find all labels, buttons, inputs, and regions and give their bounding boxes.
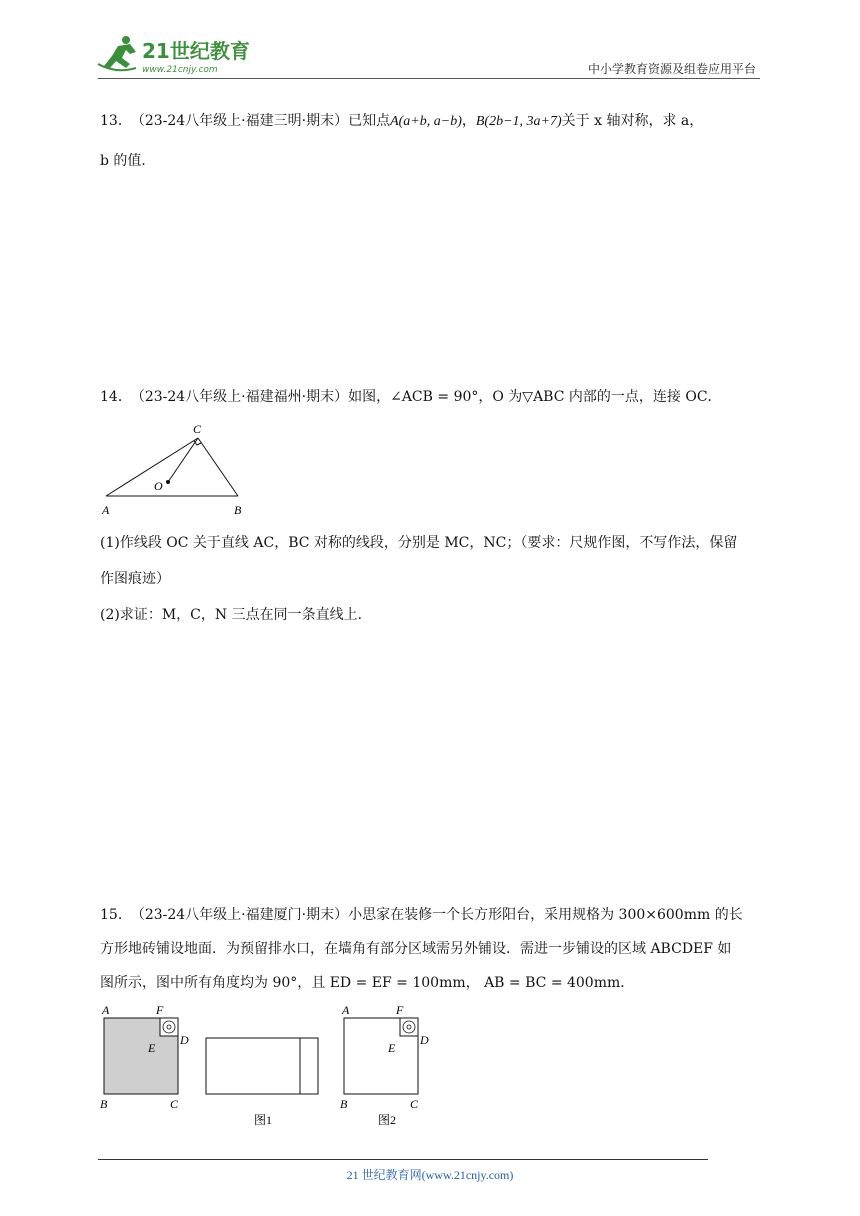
page-header [0, 0, 860, 80]
label-b: B [234, 503, 242, 517]
question-source: （23-24八年级上·福建福州·期末） [137, 389, 349, 405]
question-text: 小思家在装修一个长方形阳台，采用规格为 300×600mm 的长 [348, 907, 743, 923]
header-platform-text: 中小学教育资源及组卷应用平台 [587, 62, 756, 76]
question-text-3: 图所示，图中所有角度均为 90°，且 ED = EF = 100mm， AB = BC = 400mm． [100, 975, 635, 991]
label-f-right: F [396, 1003, 404, 1017]
question-14-part1 [100, 526, 772, 560]
question-number: 14． [100, 389, 132, 405]
question-15-line2 [100, 932, 772, 966]
question-number: 13． [100, 113, 132, 129]
label-b-left: B [100, 1097, 108, 1111]
question-13 [100, 104, 772, 139]
question-source: （23-24八年级上·福建厦门·期末） [137, 907, 349, 923]
label-c-left: C [170, 1097, 179, 1111]
label-c: C [193, 422, 202, 436]
caption-figure-2: 图2 [378, 1113, 397, 1127]
header-divider [98, 78, 760, 79]
logo-text: 21世纪教育 [142, 39, 250, 63]
label-a-right: A [342, 1003, 350, 1017]
region-abcdef-shaded [100, 1003, 189, 1111]
footer-divider [98, 1159, 708, 1160]
question-14 [100, 380, 772, 414]
question-source: （23-24八年级上·福建三明·期末） [137, 113, 349, 129]
label-a: A [102, 503, 110, 517]
label-c-right: C [410, 1097, 419, 1111]
point-a: A(a+b, a−b) [390, 114, 462, 129]
label-b-right: B [340, 1097, 348, 1111]
footer-text: 21 世纪教育网(www.21cnjy.com) [346, 1168, 514, 1182]
part1-text: (1)作线段 OC 关于直线 AC，BC 对称的线段，分别是 MC，NC；（要求：尺规作图，不写作法，保留 [100, 535, 738, 551]
question-text: 如图，∠ACB = 90°，O 为▽ABC 内部的一点，连接 OC． [348, 389, 722, 405]
label-d-left: D [180, 1033, 189, 1047]
point-b: B(2b−1, 3a+7) [475, 114, 562, 129]
label-f-left: F [156, 1003, 164, 1017]
question-14-part2 [100, 598, 772, 632]
figure-2-region [340, 1003, 429, 1127]
separator: ， [461, 113, 476, 129]
label-o: O [154, 479, 163, 493]
label-d-right: D [420, 1033, 429, 1047]
figure-1-tile [206, 1038, 318, 1127]
label-e-left: E [148, 1041, 156, 1055]
question-text-2: 关于 x 轴对称，求 a， [561, 113, 704, 129]
question-text-2: 方形地砖铺设地面．为预留排水口，在墙角有部分区域需另外铺设．需进一步铺设的区域 ABCDEF 如 [100, 941, 732, 957]
question-text: 已知点 [348, 113, 391, 129]
question-text-3: b 的值． [100, 153, 156, 169]
question-15 [100, 898, 772, 932]
question-15-line3 [100, 966, 772, 1000]
caption-figure-1: 图1 [254, 1113, 273, 1127]
label-a-left: A [102, 1003, 110, 1017]
part1-text-cont: 作图痕迹） [100, 571, 170, 587]
part2-text: (2)求证：M，C，N 三点在同一条直线上． [100, 607, 372, 623]
logo-url: www.21cnjy.com [142, 65, 218, 75]
label-e-right: E [388, 1041, 396, 1055]
question-13-line2 [100, 144, 772, 178]
triangle-figure [96, 418, 256, 518]
question-number: 15． [100, 907, 132, 923]
question-14-part1-cont [100, 562, 772, 596]
runner-icon [98, 36, 136, 70]
logo [96, 34, 266, 78]
balcony-figure [96, 1002, 446, 1132]
